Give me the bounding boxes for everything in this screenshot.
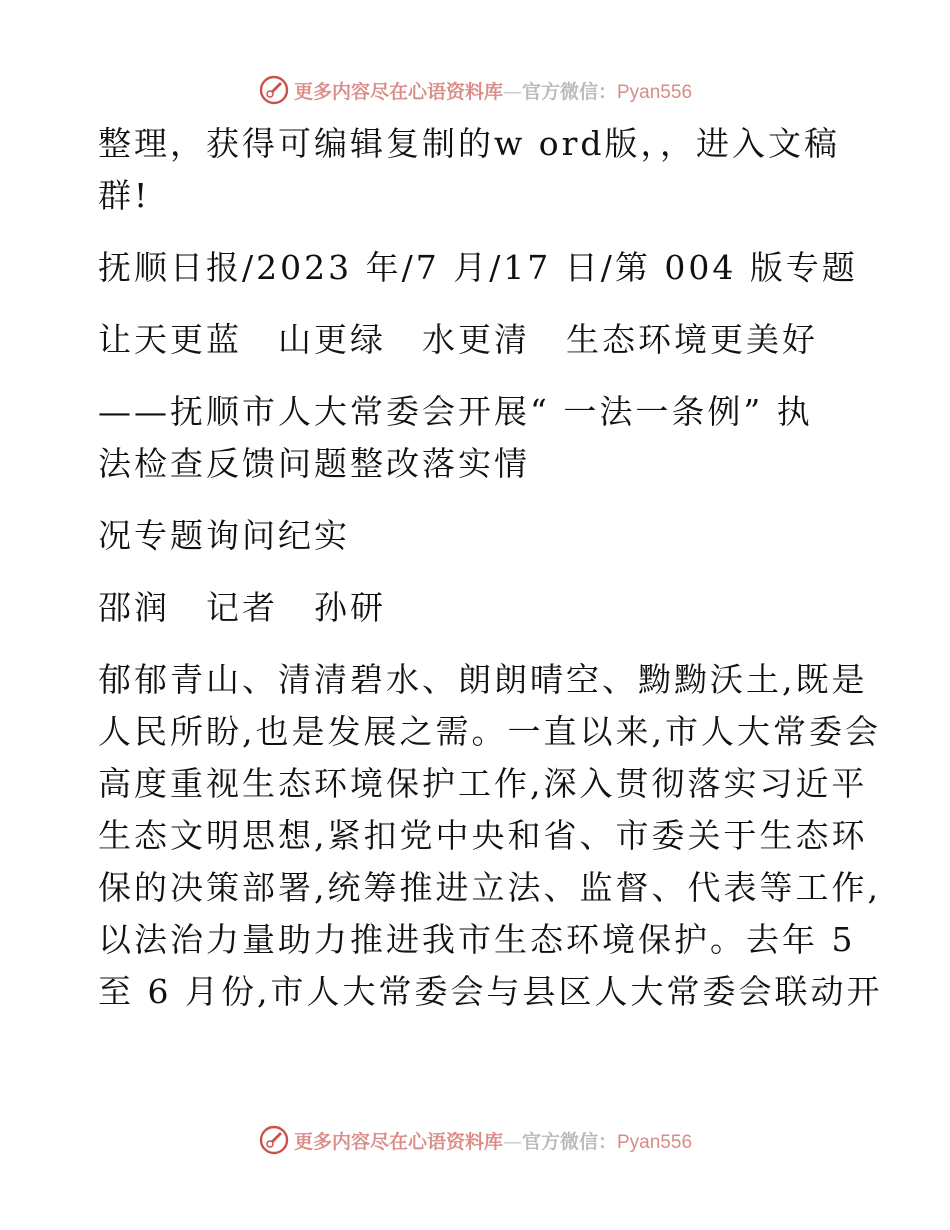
body-line: 保的决策部署,统筹推进立法、监督、代表等工作, — [98, 868, 881, 907]
body-line: 至 6 月份,市人大常委会与县区人大常委会联动开 — [98, 972, 883, 1011]
footer-watermark — [0, 1122, 950, 1158]
body-line: 郁郁青山、清清碧水、朗朗晴空、黝黝沃土,既是 — [98, 660, 868, 699]
body-line: 人民所盼,也是发展之需。一直以来,市人大常委会 — [98, 712, 881, 751]
text-line: 整理，获得可编辑复制的w ord版，，进入文稿 — [98, 124, 841, 163]
article-subtitle: ——抚顺市人大常委会开展“ 一法一条例” 执 — [98, 392, 813, 431]
article-subtitle: 况专题询问纪实 — [98, 516, 350, 555]
article-subtitle: 法检查反馈问题整改落实情 — [98, 444, 530, 483]
header-watermark — [0, 72, 950, 108]
brush-logo-icon — [258, 74, 290, 106]
text-line: 群! — [98, 176, 151, 215]
brush-logo-icon — [258, 1124, 290, 1156]
body-line: 生态文明思想,紧扣党中央和省、市委关于生态环 — [98, 816, 868, 855]
article-title: 让天更蓝 山更绿 水更清 生态环境更美好 — [98, 320, 818, 359]
body-line: 以法治力量助力推进我市生态环境保护。去年 5 — [98, 920, 856, 959]
watermark-text: 更多内容尽在心语资料库—官方微信：Pyan556 — [293, 80, 693, 103]
byline: 邵润 记者 孙研 — [98, 588, 386, 627]
watermark-text: 更多内容尽在心语资料库—官方微信：Pyan556 — [293, 1130, 693, 1153]
body-line: 高度重视生态环境保护工作,深入贯彻落实习近平 — [98, 764, 868, 803]
document-body — [98, 118, 883, 1018]
source-line: 抚顺日报/2023 年/7 月/17 日/第 004 版专题 — [98, 248, 858, 287]
